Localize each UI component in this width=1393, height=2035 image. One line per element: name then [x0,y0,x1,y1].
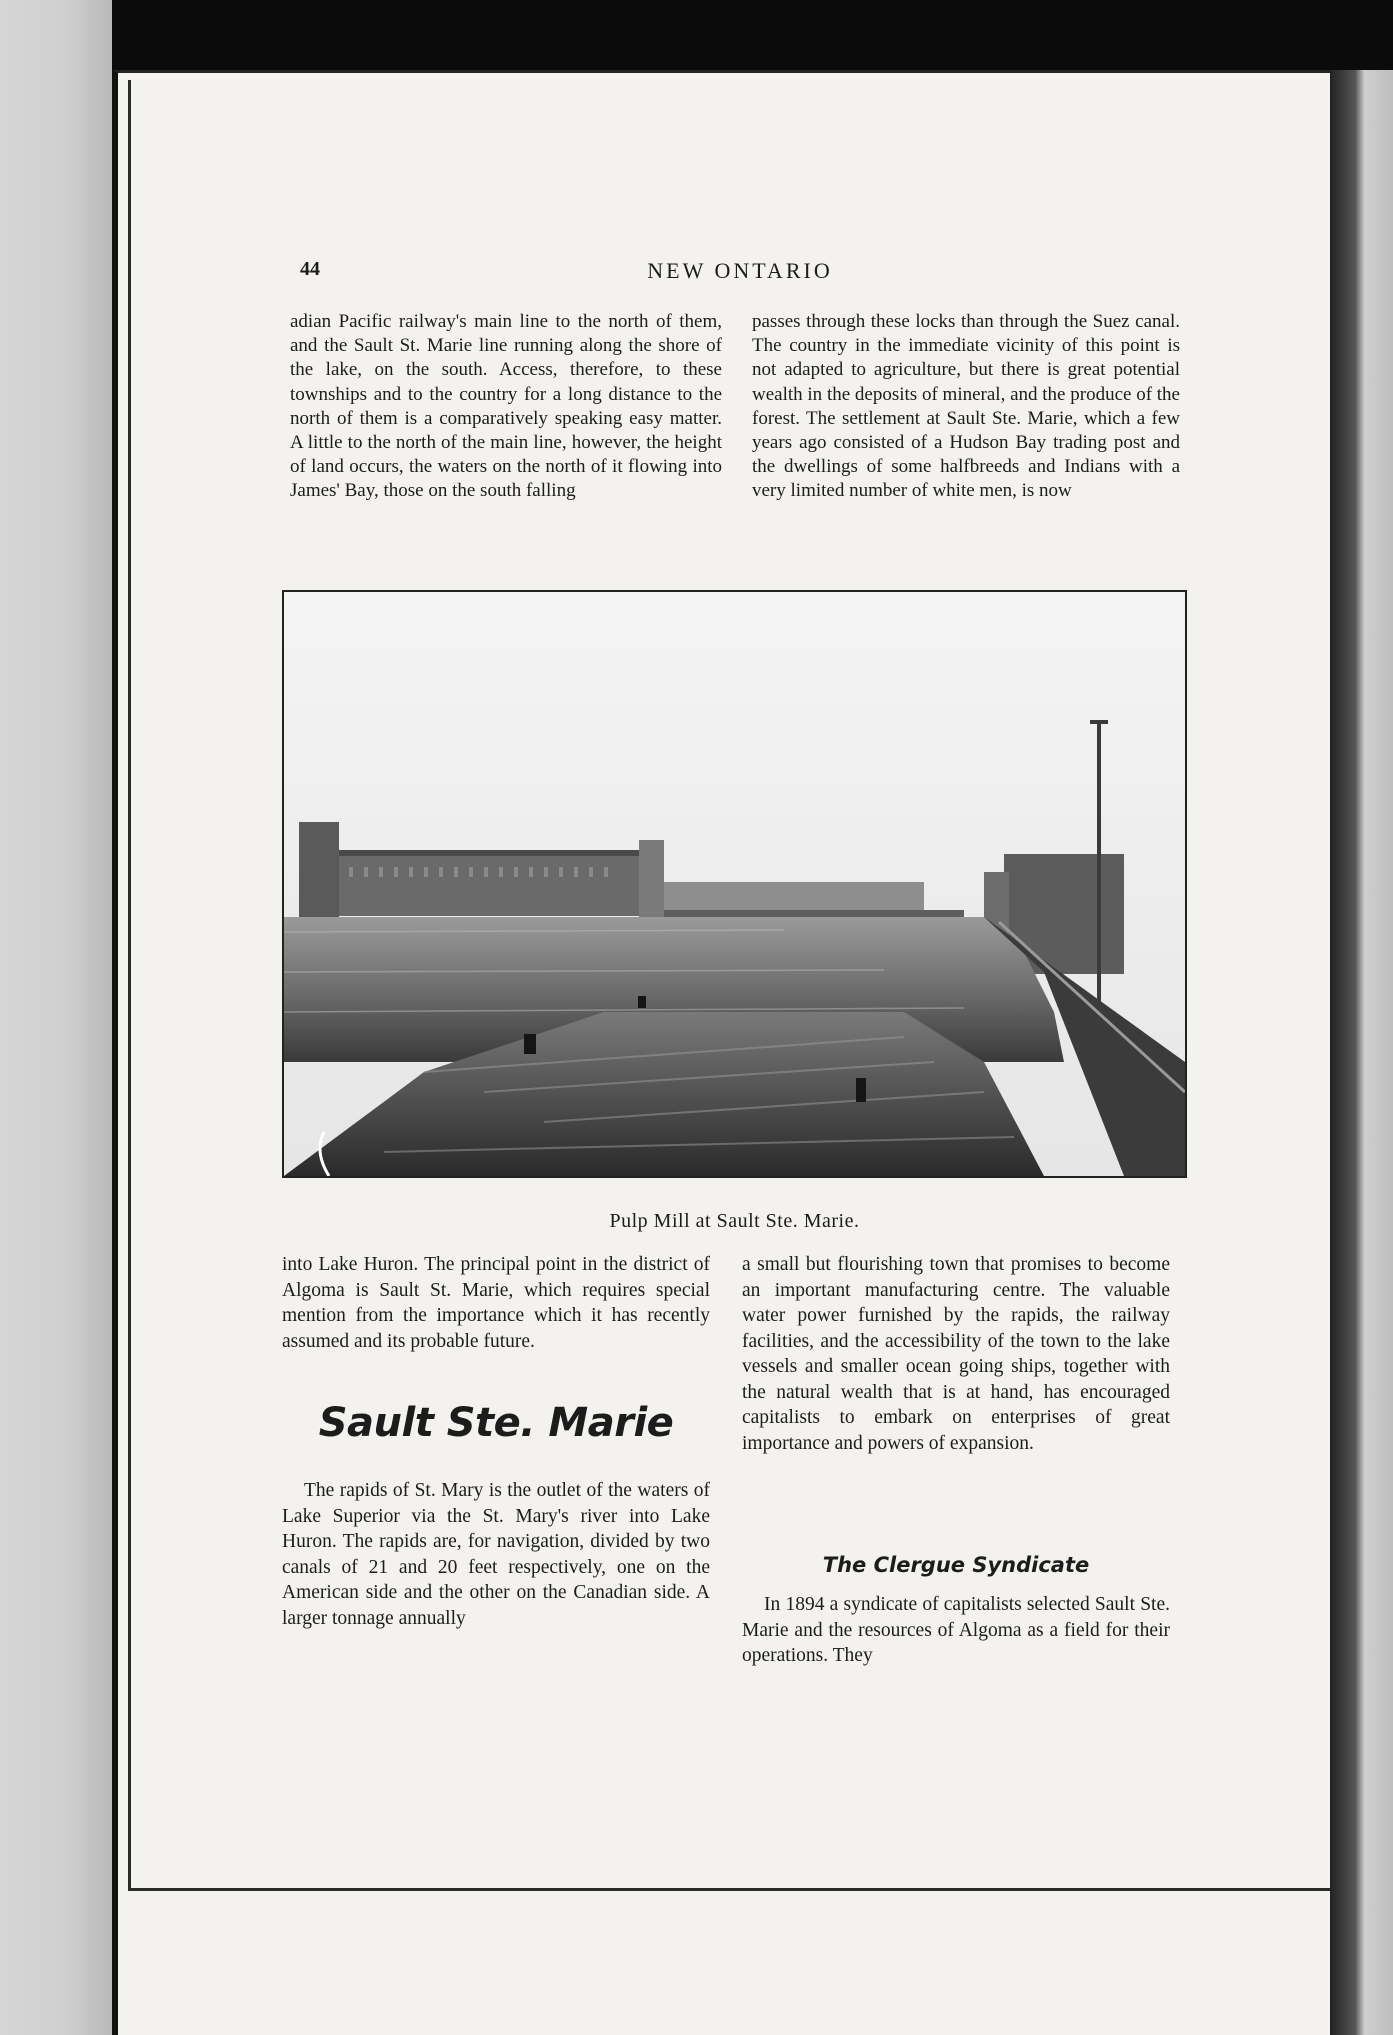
section-body [282,1478,710,1631]
section-heading: Sault Ste. Marie [318,1400,674,1446]
scan-margin-top [112,0,1393,70]
running-head: NEW ONTARIO [647,258,833,283]
bottom-left-paragraph: into Lake Huron. The principal point in the district of Algoma is Sault St. Marie, which requires special mention from the importance which it has recently assumed and its probable future. [282,1254,710,1352]
top-right-paragraph: passes through these locks than through the Suez canal. The country in the immediate vicinity of this point is not adapted to agriculture, but there is great potential wealth in the deposits of mineral, and the produce of the forest. The settlement at Sault Ste. Marie, which a few years ago consisted of a Hudson Bay trading post and the dwellings of some halfbreeds and Indians with a very limited number of white men, is now [752,311,1180,502]
subsection-heading: The Clergue Syndicate [822,1553,1090,1577]
page-header [300,258,1180,290]
photo-caption: Pulp Mill at Sault Ste. Marie. [609,1210,860,1232]
top-left-paragraph: adian Pacific railway's main line to the north of them, and the Sault St. Marie line running along the shore of the lake, on the south. Access, therefore, to these townships and to the country for a long distance to the north of them is a comparatively speaking easy matter. A little to the north of the main line, however, the height of land occurs, the waters on the north of it flowing into James' Bay, those on the south falling [290,311,722,502]
page-number: 44 [300,258,320,280]
top-right-column [752,310,1180,504]
top-left-column [290,310,722,504]
subsection-paragraph: In 1894 a syndicate of capitalists selected Sault Ste. Marie and the resources of Algoma as a field for their operations. They [742,1594,1170,1666]
page-left-border [128,80,131,1890]
pulp-mill-photo [282,590,1187,1178]
subsection-body [742,1592,1170,1669]
book-binding [1330,70,1393,2035]
scan-margin-left [0,0,112,2035]
bottom-right-column [742,1252,1170,1456]
page-bottom-border [128,1888,1332,1891]
bottom-right-paragraph: a small but flourishing town that promises to become an important manufacturing centre. The valuable water power furnished by the rapids, the railway facilities, and the accessibility of the town to the lake vessels and smaller ocean going ships, together with the natural wealth that is at hand, has encouraged capitalists to embark on enterprises of great importance and powers of expansion. [742,1254,1170,1454]
section-paragraph: The rapids of St. Mary is the outlet of the waters of Lake Superior via the St. Mary's river into Lake Huron. The rapids are, for navigation, divided by two canals of 21 and 20 feet respectively, one on the American side and the other on the Canadian side. A larger tonnage annually [282,1480,710,1629]
bottom-left-column [282,1252,710,1354]
